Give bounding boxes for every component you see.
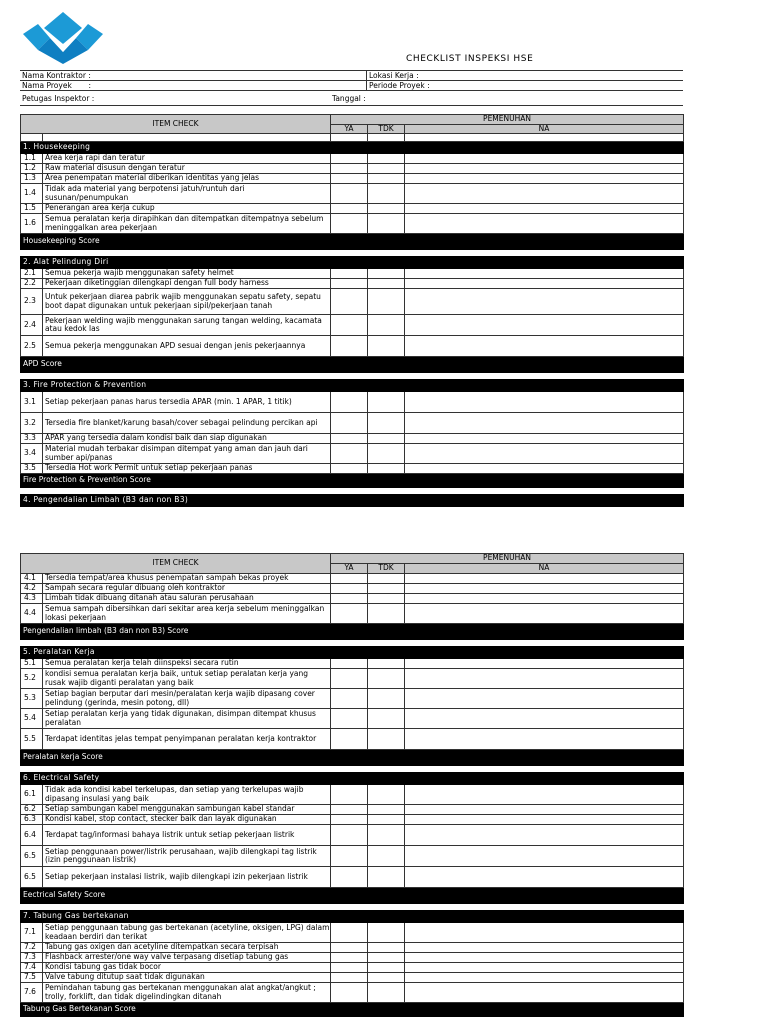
item-text: APAR yang tersedia dalam kondisi baik dan siap digunakan	[43, 434, 331, 444]
section-header	[21, 257, 684, 269]
document-title: CHECKLIST INSPEKSI HSE	[406, 54, 534, 64]
ya-cell[interactable]	[331, 973, 368, 983]
na-cell[interactable]	[405, 825, 684, 846]
tdk-cell[interactable]	[368, 154, 405, 164]
ya-cell[interactable]	[331, 289, 368, 315]
checklist-row	[21, 289, 684, 315]
ya-cell[interactable]	[331, 164, 368, 174]
tdk-cell[interactable]	[368, 729, 405, 750]
ya-cell[interactable]	[331, 805, 368, 815]
tdk-cell[interactable]	[368, 594, 405, 604]
ya-cell[interactable]	[331, 154, 368, 164]
ya-cell[interactable]	[331, 594, 368, 604]
item-text: Setiap penggunaan power/listrik perusahaan, wajib dilengkapi tag listrik (izin penggunaan listrik)	[43, 846, 331, 867]
header-pemenuhan: PEMENUHAN	[331, 115, 684, 125]
item-text: Tersedia Hot work Permit untuk setiap pekerjaan panas	[43, 464, 331, 474]
checklist-row	[21, 164, 684, 174]
ya-cell[interactable]	[331, 815, 368, 825]
na-cell[interactable]	[405, 174, 684, 184]
na-cell[interactable]	[405, 867, 684, 888]
section-title: 2. Alat Pelindung Diri	[21, 257, 684, 269]
na-cell[interactable]	[405, 943, 684, 953]
section-title: 5. Peralatan Kerja	[21, 647, 684, 659]
item-text: Kondisi kabel, stop contact, stecker baik dan layak digunakan	[43, 815, 331, 825]
na-cell[interactable]	[405, 279, 684, 289]
item-text: Terdapat identitas jelas tempat penyimpanan peralatan kerja kontraktor	[43, 729, 331, 750]
tdk-cell[interactable]	[368, 805, 405, 815]
item-number: 1.5	[21, 204, 43, 214]
ya-cell[interactable]	[331, 584, 368, 594]
ya-cell[interactable]	[331, 204, 368, 214]
item-number: 2.4	[21, 315, 43, 336]
score-row	[21, 888, 684, 904]
item-text: Tidak ada kondisi kabel terkelupas, dan setiap yang terkelupas wajib dipasang insulasi yang baik	[43, 785, 331, 805]
header-ya: YA	[331, 564, 368, 574]
ya-cell[interactable]	[331, 669, 368, 689]
tdk-cell[interactable]	[368, 846, 405, 867]
tdk-cell[interactable]	[368, 963, 405, 973]
item-number: 6.1	[21, 785, 43, 805]
ya-cell[interactable]	[331, 953, 368, 963]
header-item-check: ITEM CHECK	[21, 554, 331, 574]
field-nama-kontraktor: Nama Kontraktor :	[20, 71, 367, 80]
item-text: Terdapat tag/informasi bahaya listrik untuk setiap pekerjaan listrik	[43, 825, 331, 846]
item-text: Semua peralatan kerja telah diinspeksi secara rutin	[43, 659, 331, 669]
item-text: Penerangan area kerja cukup	[43, 204, 331, 214]
header-na: NA	[405, 124, 684, 134]
tdk-cell[interactable]	[368, 973, 405, 983]
checklist-row	[21, 659, 684, 669]
item-text: Semua peralatan kerja dirapihkan dan ditempatkan ditempatnya sebelum meninggalkan area pekerjaan	[43, 214, 331, 234]
ya-cell[interactable]	[331, 574, 368, 584]
ya-cell[interactable]	[331, 825, 368, 846]
item-text: Pekerjaan diketinggian dilengkapi dengan full body harness	[43, 279, 331, 289]
item-number: 3.2	[21, 413, 43, 434]
item-text: Untuk pekerjaan diarea pabrik wajib menggunakan sepatu safety, sepatu boot dapat digunakan untuk pekerjaan sipil/pekerjaan tanah	[43, 289, 331, 315]
item-number: 4.1	[21, 574, 43, 584]
tdk-cell[interactable]	[368, 709, 405, 729]
checklist-row	[21, 214, 684, 234]
item-text: Semua pekerja menggunakan APD sesuai dengan jenis pekerjaannya	[43, 336, 331, 357]
header-ya: YA	[331, 124, 368, 134]
tdk-cell[interactable]	[368, 336, 405, 357]
item-number: 5.3	[21, 689, 43, 709]
tdk-cell[interactable]	[368, 943, 405, 953]
section-header	[21, 495, 684, 507]
item-number: 7.6	[21, 983, 43, 1003]
checklist-row	[21, 392, 684, 413]
tdk-cell[interactable]	[368, 983, 405, 1003]
checklist-row	[21, 785, 684, 805]
field-petugas-inspektor: Petugas Inspektor :	[22, 94, 95, 103]
ya-cell[interactable]	[331, 336, 368, 357]
item-text: Flashback arrester/one way valve terpasang disetiap tabung gas	[43, 953, 331, 963]
item-text: Pemindahan tabung gas bertekanan menggunakan alat angkat/angkut ; trolly, forklift, dan tidak digelindingkan ditanah	[43, 983, 331, 1003]
item-number: 6.5	[21, 867, 43, 888]
section-title: 1. Housekeeping	[21, 142, 684, 154]
item-number: 7.2	[21, 943, 43, 953]
item-number: 7.4	[21, 963, 43, 973]
tdk-cell[interactable]	[368, 214, 405, 234]
ya-cell[interactable]	[331, 464, 368, 474]
item-text: Limbah tidak dibuang ditanah atau saluran perusahaan	[43, 594, 331, 604]
checklist-row	[21, 669, 684, 689]
tdk-cell[interactable]	[368, 785, 405, 805]
ya-cell[interactable]	[331, 963, 368, 973]
checklist-row	[21, 953, 684, 963]
item-number: 3.4	[21, 444, 43, 464]
checklist-row	[21, 604, 684, 624]
na-cell[interactable]	[405, 444, 684, 464]
checklist-row	[21, 983, 684, 1003]
na-cell[interactable]	[405, 269, 684, 279]
tdk-cell[interactable]	[368, 279, 405, 289]
checklist-row	[21, 867, 684, 888]
tdk-cell[interactable]	[368, 413, 405, 434]
na-cell[interactable]	[405, 846, 684, 867]
checklist-table-2	[20, 553, 683, 1024]
section-header	[21, 142, 684, 154]
item-number: 5.4	[21, 709, 43, 729]
ya-cell[interactable]	[331, 983, 368, 1003]
tdk-cell[interactable]	[368, 953, 405, 963]
item-number: 4.4	[21, 604, 43, 624]
checklist-row	[21, 204, 684, 214]
score-label: Housekeeping Score	[21, 234, 684, 250]
section-header	[21, 773, 684, 785]
na-cell[interactable]	[405, 669, 684, 689]
ya-cell[interactable]	[331, 392, 368, 413]
item-number: 2.3	[21, 289, 43, 315]
score-label: Tabung Gas Bertekanan Score	[21, 1003, 684, 1017]
tdk-cell[interactable]	[368, 315, 405, 336]
tdk-cell[interactable]	[368, 392, 405, 413]
field-lokasi-kerja: Lokasi Kerja :	[369, 71, 419, 80]
score-label: Eectrical Safety Score	[21, 888, 684, 904]
checklist-row	[21, 154, 684, 164]
na-cell[interactable]	[405, 923, 684, 943]
item-text: Tersedia tempat/area khusus penempatan sampah bekas proyek	[43, 574, 331, 584]
na-cell[interactable]	[405, 574, 684, 584]
item-text: Area kerja rapi dan teratur	[43, 154, 331, 164]
section-gap	[21, 488, 684, 495]
checklist-row	[21, 315, 684, 336]
ya-cell[interactable]	[331, 846, 368, 867]
na-cell[interactable]	[405, 709, 684, 729]
tdk-cell[interactable]	[368, 574, 405, 584]
na-cell[interactable]	[405, 336, 684, 357]
na-cell[interactable]	[405, 729, 684, 750]
na-cell[interactable]	[405, 584, 684, 594]
checklist-row	[21, 574, 684, 584]
checklist-row	[21, 464, 684, 474]
item-number: 5.1	[21, 659, 43, 669]
item-number: 6.3	[21, 815, 43, 825]
ya-cell[interactable]	[331, 689, 368, 709]
header-na: NA	[405, 564, 684, 574]
score-label: APD Score	[21, 357, 684, 373]
item-number: 3.3	[21, 434, 43, 444]
item-text: Setiap peralatan kerja yang tidak digunakan, disimpan ditempat khusus peralatan	[43, 709, 331, 729]
item-number: 1.6	[21, 214, 43, 234]
score-row	[21, 750, 684, 766]
section-gap	[21, 640, 684, 647]
checklist-row	[21, 174, 684, 184]
section-header	[21, 647, 684, 659]
tdk-cell[interactable]	[368, 289, 405, 315]
tdk-cell[interactable]	[368, 174, 405, 184]
checklist-table-1	[20, 114, 683, 507]
company-logo-icon	[20, 10, 106, 66]
item-number: 7.3	[21, 953, 43, 963]
item-number: 1.1	[21, 154, 43, 164]
ya-cell[interactable]	[331, 434, 368, 444]
score-row	[21, 357, 684, 373]
na-cell[interactable]	[405, 434, 684, 444]
na-cell[interactable]	[405, 392, 684, 413]
ya-cell[interactable]	[331, 214, 368, 234]
item-text: Setiap penggunaan tabung gas bertekanan (acetyline, oksigen, LPG) dalam keadaan berdiri dan terikat	[43, 923, 331, 943]
na-cell[interactable]	[405, 973, 684, 983]
item-number: 2.2	[21, 279, 43, 289]
section-header	[21, 380, 684, 392]
item-text: Setiap sambungan kabel menggunakan sambungan kabel standar	[43, 805, 331, 815]
na-cell[interactable]	[405, 204, 684, 214]
item-number: 5.2	[21, 669, 43, 689]
section-gap	[21, 250, 684, 257]
item-number: 1.2	[21, 164, 43, 174]
na-cell[interactable]	[405, 289, 684, 315]
section-title: 6. Electrical Safety	[21, 773, 684, 785]
item-number: 3.1	[21, 392, 43, 413]
field-tanggal: Tanggal :	[332, 94, 366, 103]
tdk-cell[interactable]	[368, 269, 405, 279]
item-number: 4.3	[21, 594, 43, 604]
item-number: 7.1	[21, 923, 43, 943]
section-gap	[21, 373, 684, 380]
ya-cell[interactable]	[331, 943, 368, 953]
ya-cell[interactable]	[331, 729, 368, 750]
checklist-row	[21, 184, 684, 204]
checklist-row	[21, 594, 684, 604]
na-cell[interactable]	[405, 785, 684, 805]
item-text: Valve tabung ditutup saat tidak digunakan	[43, 973, 331, 983]
na-cell[interactable]	[405, 594, 684, 604]
tdk-cell[interactable]	[368, 689, 405, 709]
item-number: 6.5	[21, 846, 43, 867]
item-number: 1.4	[21, 184, 43, 204]
header-item-check: ITEM CHECK	[21, 115, 331, 134]
checklist-row	[21, 805, 684, 815]
checklist-row	[21, 729, 684, 750]
checklist-row	[21, 825, 684, 846]
tdk-cell[interactable]	[368, 923, 405, 943]
tdk-cell[interactable]	[368, 204, 405, 214]
tdk-cell[interactable]	[368, 444, 405, 464]
score-row	[21, 1003, 684, 1017]
score-label: Pengendalian limbah (B3 dan non B3) Score	[21, 624, 684, 640]
na-cell[interactable]	[405, 689, 684, 709]
checklist-row	[21, 434, 684, 444]
score-label: Peralatan kerja Score	[21, 750, 684, 766]
na-cell[interactable]	[405, 659, 684, 669]
na-cell[interactable]	[405, 184, 684, 204]
tdk-cell[interactable]	[368, 867, 405, 888]
na-cell[interactable]	[405, 805, 684, 815]
tdk-cell[interactable]	[368, 659, 405, 669]
tdk-cell[interactable]	[368, 184, 405, 204]
checklist-row	[21, 846, 684, 867]
ya-cell[interactable]	[331, 785, 368, 805]
na-cell[interactable]	[405, 815, 684, 825]
tdk-cell[interactable]	[368, 669, 405, 689]
item-text: Kondisi tabung gas tidak bocor	[43, 963, 331, 973]
ya-cell[interactable]	[331, 923, 368, 943]
ya-cell[interactable]	[331, 444, 368, 464]
item-number: 5.5	[21, 729, 43, 750]
item-text: kondisi semua peralatan kerja baik, untuk setiap peralatan kerja yang rusak wajib diganti peralatan yang baik	[43, 669, 331, 689]
checklist-row	[21, 815, 684, 825]
item-number: 4.2	[21, 584, 43, 594]
item-text: Setiap pekerjaan instalasi listrik, wajib dilengkapi izin pekerjaan listrik	[43, 867, 331, 888]
item-number: 2.1	[21, 269, 43, 279]
item-text: Raw material disusun dengan teratur	[43, 164, 331, 174]
item-text: Sampah secara regular dibuang oleh kontraktor	[43, 584, 331, 594]
item-text: Setiap pekerjaan panas harus tersedia APAR (min. 1 APAR, 1 titik)	[43, 392, 331, 413]
section-gap	[21, 904, 684, 911]
item-text: Area penempatan material diberikan identitas yang jelas	[43, 174, 331, 184]
score-row	[21, 624, 684, 640]
item-text: Setiap bagian berputar dari mesin/peralatan kerja wajib dipasang cover pelindung (gerinda, mesin potong, dll)	[43, 689, 331, 709]
na-cell[interactable]	[405, 164, 684, 174]
score-row	[21, 234, 684, 250]
section-gap	[21, 766, 684, 773]
na-cell[interactable]	[405, 963, 684, 973]
item-text: Semua sampah dibersihkan dari sekitar area kerja sebelum meninggalkan lokasi pekerjaan	[43, 604, 331, 624]
tdk-cell[interactable]	[368, 434, 405, 444]
section-title: 4. Pengendalian Limbah (B3 dan non B3)	[21, 495, 684, 507]
item-text: Tersedia fire blanket/karung basah/cover sebagai pelindung percikan api	[43, 413, 331, 434]
checklist-row	[21, 709, 684, 729]
ya-cell[interactable]	[331, 279, 368, 289]
na-cell[interactable]	[405, 953, 684, 963]
header-pemenuhan: PEMENUHAN	[331, 554, 684, 564]
checklist-row	[21, 923, 684, 943]
header-tdk: TDK	[368, 564, 405, 574]
item-number: 1.3	[21, 174, 43, 184]
item-number: 7.5	[21, 973, 43, 983]
tdk-cell[interactable]	[368, 604, 405, 624]
na-cell[interactable]	[405, 464, 684, 474]
checklist-row	[21, 444, 684, 464]
item-number: 6.2	[21, 805, 43, 815]
field-nama-proyek: Nama Proyek :	[20, 81, 367, 90]
na-cell[interactable]	[405, 154, 684, 164]
section-title: 3. Fire Protection & Prevention	[21, 380, 684, 392]
checklist-row	[21, 269, 684, 279]
checklist-row	[21, 963, 684, 973]
checklist-row	[21, 413, 684, 434]
score-row	[21, 474, 684, 488]
item-text: Tidak ada material yang berpotensi jatuh/runtuh dari susunan/penumpukan	[43, 184, 331, 204]
ya-cell[interactable]	[331, 413, 368, 434]
item-number: 3.5	[21, 464, 43, 474]
na-cell[interactable]	[405, 413, 684, 434]
section-header	[21, 911, 684, 923]
item-number: 6.4	[21, 825, 43, 846]
item-number: 2.5	[21, 336, 43, 357]
ya-cell[interactable]	[331, 867, 368, 888]
na-cell[interactable]	[405, 214, 684, 234]
tdk-cell[interactable]	[368, 584, 405, 594]
section-gap	[21, 1017, 684, 1024]
checklist-row	[21, 973, 684, 983]
tdk-cell[interactable]	[368, 164, 405, 174]
tdk-cell[interactable]	[368, 825, 405, 846]
item-text: Tabung gas oxigen dan acetyline ditempatkan secara terpisah	[43, 943, 331, 953]
ya-cell[interactable]	[331, 659, 368, 669]
item-text: Material mudah terbakar disimpan ditempat yang aman dan jauh dari sumber api/panas	[43, 444, 331, 464]
na-cell[interactable]	[405, 604, 684, 624]
na-cell[interactable]	[405, 983, 684, 1003]
ya-cell[interactable]	[331, 315, 368, 336]
header-info	[20, 70, 683, 106]
checklist-row	[21, 584, 684, 594]
tdk-cell[interactable]	[368, 815, 405, 825]
item-text: Semua pekerja wajib menggunakan safety helmet	[43, 269, 331, 279]
checklist-row	[21, 336, 684, 357]
checklist-row	[21, 943, 684, 953]
field-periode-proyek: Periode Proyek :	[369, 81, 430, 90]
score-label: Fire Protection & Prevention Score	[21, 474, 684, 488]
header-tdk: TDK	[368, 124, 405, 134]
section-title: 7. Tabung Gas bertekanan	[21, 911, 684, 923]
ya-cell[interactable]	[331, 174, 368, 184]
na-cell[interactable]	[405, 315, 684, 336]
item-text: Pekerjaan welding wajib menggunakan sarung tangan welding, kacamata atau kedok las	[43, 315, 331, 336]
checklist-row	[21, 279, 684, 289]
tdk-cell[interactable]	[368, 464, 405, 474]
ya-cell[interactable]	[331, 604, 368, 624]
ya-cell[interactable]	[331, 269, 368, 279]
ya-cell[interactable]	[331, 709, 368, 729]
checklist-row	[21, 689, 684, 709]
ya-cell[interactable]	[331, 184, 368, 204]
